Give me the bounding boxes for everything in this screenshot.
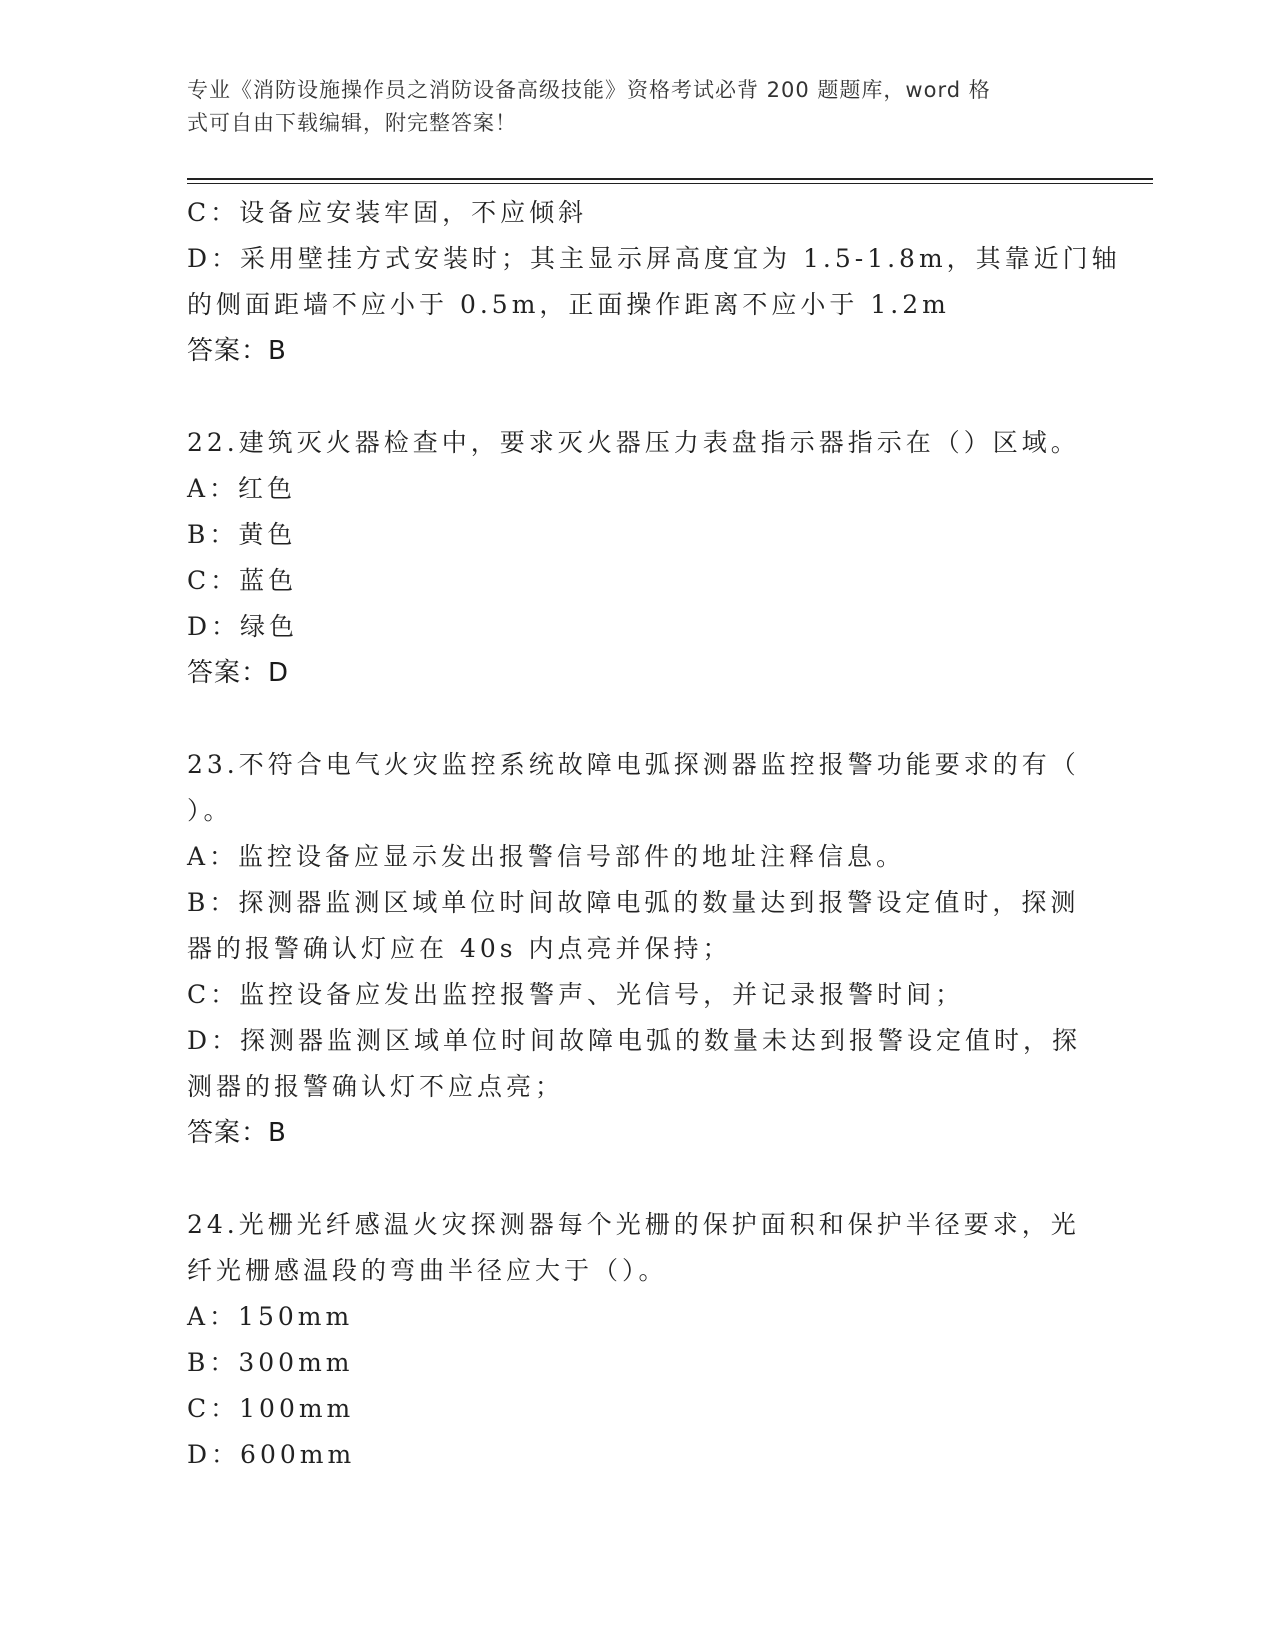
option-c: C：设备应安装牢固，不应倾斜	[187, 198, 588, 227]
spacer	[187, 696, 1087, 742]
option-d-line-1: D：探测器监测区域单位时间故障电弧的数量未达到报警设定值时，探	[187, 1026, 1082, 1055]
question-text-line-1: 24.光栅光纤感温火灾探测器每个光栅的保护面积和保护半径要求，光	[187, 1210, 1080, 1239]
option-c: C：蓝色	[187, 566, 298, 595]
header-divider-thin	[187, 183, 1153, 184]
question-23	[187, 742, 1087, 1156]
header-divider-thick	[187, 178, 1153, 180]
option-a: A：150mm	[187, 1302, 354, 1331]
option-a: A：红色	[187, 474, 297, 503]
option-c: C：监控设备应发出监控报警声、光信号，并记录报警时间；	[187, 980, 965, 1009]
spacer	[187, 1156, 1087, 1202]
question-22	[187, 420, 1087, 696]
option-d: D：600mm	[187, 1440, 356, 1469]
option-c: C：100mm	[187, 1394, 355, 1423]
option-a: A：监控设备应显示发出报警信号部件的地址注释信息。	[187, 842, 906, 871]
header-line-2: 式可自由下载编辑，附完整答案！	[187, 111, 517, 135]
option-d-line-2: 测器的报警确认灯不应点亮；	[187, 1072, 565, 1101]
answer: 答案：B	[187, 336, 287, 366]
header-line-1: 专业《消防设施操作员之消防设备高级技能》资格考试必背 200 题题库，word 格	[187, 78, 991, 102]
question-text-line-2: ）。	[187, 796, 233, 825]
question-list	[187, 190, 1121, 1478]
document-header	[187, 74, 1067, 140]
question-21-tail	[187, 190, 1121, 374]
option-d-line-1: D：采用壁挂方式安装时；其主显示屏高度宜为 1.5-1.8m，其靠近门轴	[187, 244, 1121, 273]
option-b: B：黄色	[187, 520, 297, 549]
option-d-line-2: 的侧面距墙不应小于 0.5m，正面操作距离不应小于 1.2m	[187, 290, 950, 319]
question-text-line-1: 23.不符合电气火灾监控系统故障电弧探测器监控报警功能要求的有（	[187, 750, 1080, 779]
option-b-line-1: B：探测器监测区域单位时间故障电弧的数量达到报警设定值时，探测	[187, 888, 1080, 917]
answer: 答案：B	[187, 1118, 287, 1148]
spacer	[187, 374, 1087, 420]
option-b: B：300mm	[187, 1348, 354, 1377]
question-text-line-2: 纤光栅感温段的弯曲半径应大于（）。	[187, 1256, 668, 1285]
question-text: 22.建筑灭火器检查中，要求灭火器压力表盘指示器指示在（）区域。	[187, 428, 1080, 457]
question-24	[187, 1202, 1087, 1478]
answer: 答案：D	[187, 658, 290, 688]
option-d: D：绿色	[187, 612, 299, 641]
option-b-line-2: 器的报警确认灯应在 40s 内点亮并保持；	[187, 934, 732, 963]
